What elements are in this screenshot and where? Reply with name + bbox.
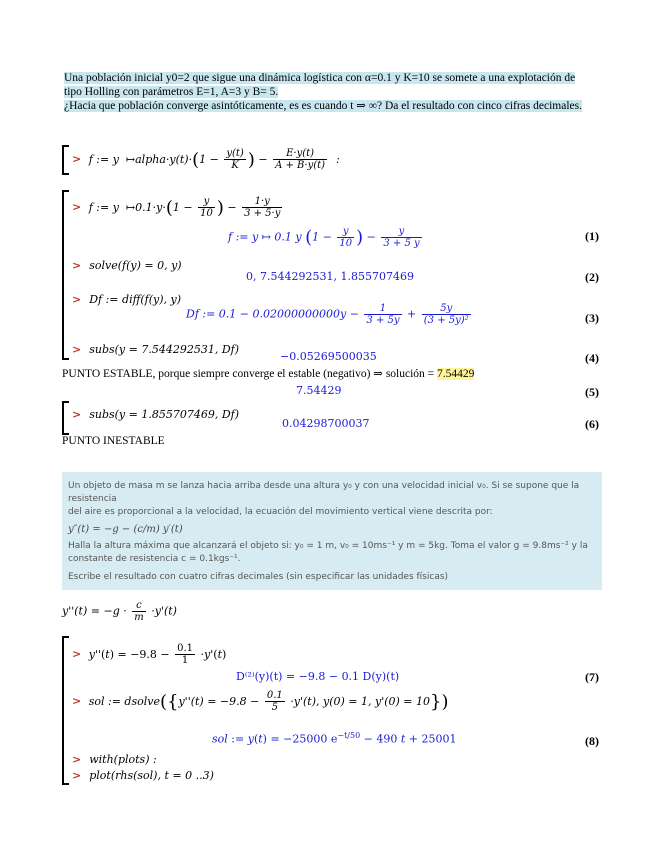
cell-2-output: f := y ↦ 0.1 y (1 − $\frac{y}{10}$ ) − $\frac{y}{3 + 5 y}$ [228, 226, 420, 249]
eq-label-8: (8) [585, 734, 599, 748]
problem2-line2: del aire es proporcional a la velocidad, la ecuación del movimiento vertical viene descrita por: [68, 507, 493, 517]
prompt-icon: > [72, 200, 82, 214]
cell-5-output: −0.05269500035 [280, 350, 377, 363]
cell-3[interactable] [72, 256, 182, 274]
cell-d1-input[interactable]: y''(t) = −9.8 − $\frac{0.1}{1}$ ·y'(t) [88, 643, 227, 666]
eq-label-1: (1) [585, 229, 599, 243]
group-bracket [62, 636, 69, 785]
prompt-icon: > [72, 769, 82, 782]
prompt-icon: > [72, 408, 82, 421]
cell-4-output: Df := 0.1 − 0.02000000000y − $\frac{1}{3 + 5y}$ + $\frac{5y}{\text{(3 + 5y)²}}$ [186, 303, 469, 326]
cell-bracket [62, 401, 69, 435]
prompt-icon: > [72, 259, 82, 272]
group-bracket [62, 190, 69, 360]
prompt-icon: > [72, 293, 82, 306]
cell-d2[interactable] [72, 690, 449, 713]
problem1-line1: Una población inicial y0=2 que sigue una dinámica logística con α=0.1 y K=10 se somete a una explotación de [64, 72, 576, 84]
cell-5[interactable] [72, 340, 239, 358]
problem2-line3: Halla la altura máxima que alcanzará el objeto si: y₀ = 1 m, v₀ = 10ms⁻¹ y m = 5kg. Toma el valor g = 9.8ms⁻² y la [68, 541, 588, 551]
cell-3-input[interactable]: solve(f(y) = 0, y) [89, 259, 182, 272]
cell-d4[interactable] [72, 766, 214, 784]
problem2-line5: Escribe el resultado con cuatro cifras decimales (sin especificar las unidades físicas) [68, 572, 449, 582]
cell-d4-input[interactable]: plot(rhs(sol), t = 0 ..3) [89, 769, 214, 782]
problem2-equation: y″(t) = −g − (c/m) y′(t) [68, 524, 183, 535]
cell-1-input[interactable]: f := y ↦alpha·y(t)·(1 − $\frac{y(t)}{K}$ ) − $\frac{E\cdot y(t)}{A + B\cdot y(t)}$ : [85, 148, 340, 171]
eq-label-3: (3) [585, 311, 599, 325]
eq-label-6: (6) [585, 417, 599, 431]
cell-4[interactable] [72, 290, 181, 308]
cell-3-output: 0, 7.544292531, 1.855707469 [246, 270, 414, 283]
prompt-icon: > [72, 753, 82, 766]
cell-7-input[interactable]: subs(y = 1.855707469, Df) [89, 408, 240, 421]
cell-d1-output: D⁽²⁾(y)(t) = −9.8 − 0.1 D(y)(t) [236, 670, 400, 683]
cell-d3-input[interactable]: with(plots) : [89, 753, 157, 766]
cell-2-input[interactable]: f := y ↦0.1·y·(1 − $\frac{y}{10}$ ) − $\frac{1\cdot y}{3 + 5\cdot y}$ [85, 196, 281, 219]
problem1-line2: tipo Holling con parámetros E=1, A=3 y B= 5. [64, 86, 279, 98]
cell-bracket [62, 145, 69, 175]
cell-1[interactable] [72, 148, 340, 171]
problem2-line4: constante de resistencia c = 0.1kgs⁻¹. [68, 554, 241, 564]
cell-5-input[interactable]: subs(y = 7.544292531, Df) [89, 343, 240, 356]
problem1-statement [64, 71, 604, 113]
cell-6-output: 7.54429 [296, 384, 342, 397]
ode-statement: y''(t) = −g · $\frac{c}{m}$ ·y'(t) [62, 600, 177, 623]
cell-d2-output: sol := y(t) = −25000 $e^{-t/50} - 490$ t + 25001 [212, 731, 457, 746]
problem1-line3: ¿Hacia que población converge asintóticamente, es es cuando t ⇒ ∞? Da el resultado con cinco cifras decimales. [64, 100, 582, 112]
prompt-icon: > [72, 152, 82, 166]
eq-label-4: (4) [585, 351, 599, 365]
cell-7-output: 0.04298700037 [282, 417, 370, 430]
cell-4-input[interactable]: Df := diff(f(y), y) [89, 293, 182, 306]
problem2-line1: Un objeto de masa m se lanza hacia arriba desde una altura y₀ y con una velocidad inicial v₀. Si se supone que la resistencia [68, 481, 580, 504]
prompt-icon: > [72, 694, 82, 708]
cell-d2-input[interactable]: sol := dsolve({y''(t) = −9.8 − $\frac{0.1}{5}$ ·y'(t), y(0) = 1, y'(0) = 10}) [85, 690, 449, 713]
eq-label-2: (2) [585, 270, 599, 284]
problem2-box [62, 472, 602, 590]
unstable-point-text: PUNTO INESTABLE [62, 435, 165, 447]
eq-label-7: (7) [585, 670, 599, 684]
eq-label-5: (5) [585, 385, 599, 399]
stable-point-text [62, 367, 474, 381]
prompt-icon: > [72, 343, 82, 356]
stable-text: PUNTO ESTABLE, porque siempre converge el estable (negativo) ⇒ solución = [62, 368, 438, 380]
cell-2[interactable] [72, 196, 284, 219]
prompt-icon: > [72, 647, 82, 661]
cell-7[interactable] [72, 405, 239, 423]
stable-value: 7.54429 [437, 368, 475, 380]
cell-d1[interactable] [72, 643, 226, 666]
